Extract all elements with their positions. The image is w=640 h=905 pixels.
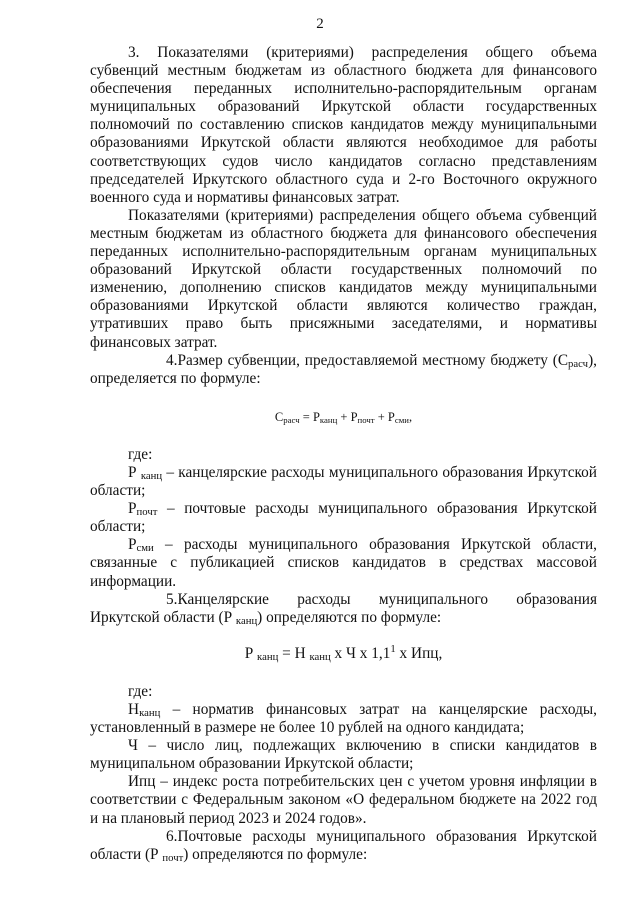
where-label: где: <box>128 445 153 463</box>
paragraph-text: ), определяется по формуле: <box>90 351 597 387</box>
subscript: сми <box>136 542 154 555</box>
formula-kants <box>90 642 597 663</box>
formula-operator: , <box>408 409 413 424</box>
subscript: почт <box>136 506 158 519</box>
where-label: где: <box>128 682 153 700</box>
formula-symbol: Р <box>350 409 358 424</box>
formula-symbol: Р <box>244 644 254 662</box>
item-number: 4. <box>166 351 178 369</box>
formula-operator: + <box>374 409 388 424</box>
formula-symbol: Н <box>128 701 140 718</box>
subscript: почт <box>357 414 375 425</box>
formula-symbol: С <box>274 409 284 424</box>
definition-ipc: Ипц – индекс роста потребительских цен с учетом уровня инфляции в соответствии с Федеральным законом «О федеральном бюджете на 2022 год и на плановый период 2023 и 2024 годов». <box>90 773 597 827</box>
definition-text: – канцелярские расходы муниципального образования Иркутской области; <box>90 463 597 500</box>
subscript: расч <box>283 414 300 425</box>
formula-operator: х Ипц, <box>395 644 443 662</box>
formula-symbol: Р <box>387 409 395 424</box>
superscript: 1 <box>390 642 396 655</box>
paragraph-text: ) определяются по формуле: <box>257 608 442 626</box>
formula-operator: = <box>299 409 313 424</box>
paragraph-6 <box>90 828 597 864</box>
paragraph-text: Почтовые расходы муниципального образования Иркутской области (Р <box>90 827 597 863</box>
page-number: 2 <box>316 16 324 32</box>
definition-text: – почтовые расходы муниципального образования Иркутской области; <box>90 500 597 536</box>
subscript: канц <box>235 614 258 627</box>
paragraph-5 <box>90 591 597 627</box>
definition-ch: Ч – число лиц, подлежащих включению в списки кандидатов в муниципальном образовании Иркутской области; <box>90 737 597 773</box>
subscript: канц <box>309 650 331 663</box>
paragraph-3b: Показателями (критериями) распределения общего объема субвенций местным бюджетам из областного бюджета для финансового обеспечения переданных исполнительно-распорядительным органам муниципальных образований Иркутской области государственных полномочий по изменению, дополнению списков кандидатов между муниципальными образованиями Иркутской области являются количество граждан, утративших право быть присяжными заседателями, и нормативы финансовых затрат. <box>90 206 597 351</box>
formula-operator: + <box>337 409 351 424</box>
definition-text: – норматив финансовых затрат на канцелярские расходы, установленный в размере не более 10 рублей на одного кандидата; <box>90 701 597 737</box>
paragraph-text: Канцелярские расходы муниципального образования Иркутской области (Р <box>90 590 597 626</box>
paragraph-4 <box>90 352 597 388</box>
definition-r-smi <box>90 536 597 590</box>
subscript: сми <box>394 414 409 425</box>
paragraph-3: 3. Показателями (критериями) распределения общего объема субвенций местным бюджетам из областного бюджета для финансового обеспечения переданных исполнительно-распорядительным органам муниципальных образований Иркутской области государственных полномочий по составлению списков кандидатов между муниципальными образованиями Иркутской области являются необходимое для работы соответствующих судов число кандидатов согласно представлениям председателей Иркутского областного суда и 2-го Восточного окружного военного суда и нормативы финансовых затрат. <box>90 44 597 206</box>
subscript: канц <box>140 469 163 482</box>
definition-text: – расходы муниципального образования Иркутской области, связанные с публикацией списков кандидатов в средствах массовой информации. <box>90 536 597 590</box>
paragraph-text: ) определяются по формуле: <box>183 845 368 863</box>
subscript: канц <box>319 414 338 425</box>
definition-n-kants <box>90 701 597 737</box>
formula-operator: х Ч х 1,1 <box>330 644 391 662</box>
paragraph-text: Размер субвенции, предоставляемой местному бюджету (С <box>177 351 569 369</box>
definition-r-kants <box>90 464 597 500</box>
formula-symbol: Р <box>128 500 137 518</box>
item-number: 5. <box>166 590 178 608</box>
formula-symbol: Р <box>128 463 137 481</box>
subscript: канц <box>139 707 161 719</box>
item-number: 6. <box>166 827 178 845</box>
subscript: почт <box>162 851 184 864</box>
formula-symbol: Р <box>312 409 320 424</box>
subscript: канц <box>257 650 279 663</box>
subscript: расч <box>568 357 589 370</box>
formula-total <box>90 408 597 426</box>
formula-operator: = Н <box>278 644 306 662</box>
formula-symbol: Р <box>128 536 137 554</box>
document-body <box>90 44 597 864</box>
definition-r-pocht <box>90 500 597 536</box>
